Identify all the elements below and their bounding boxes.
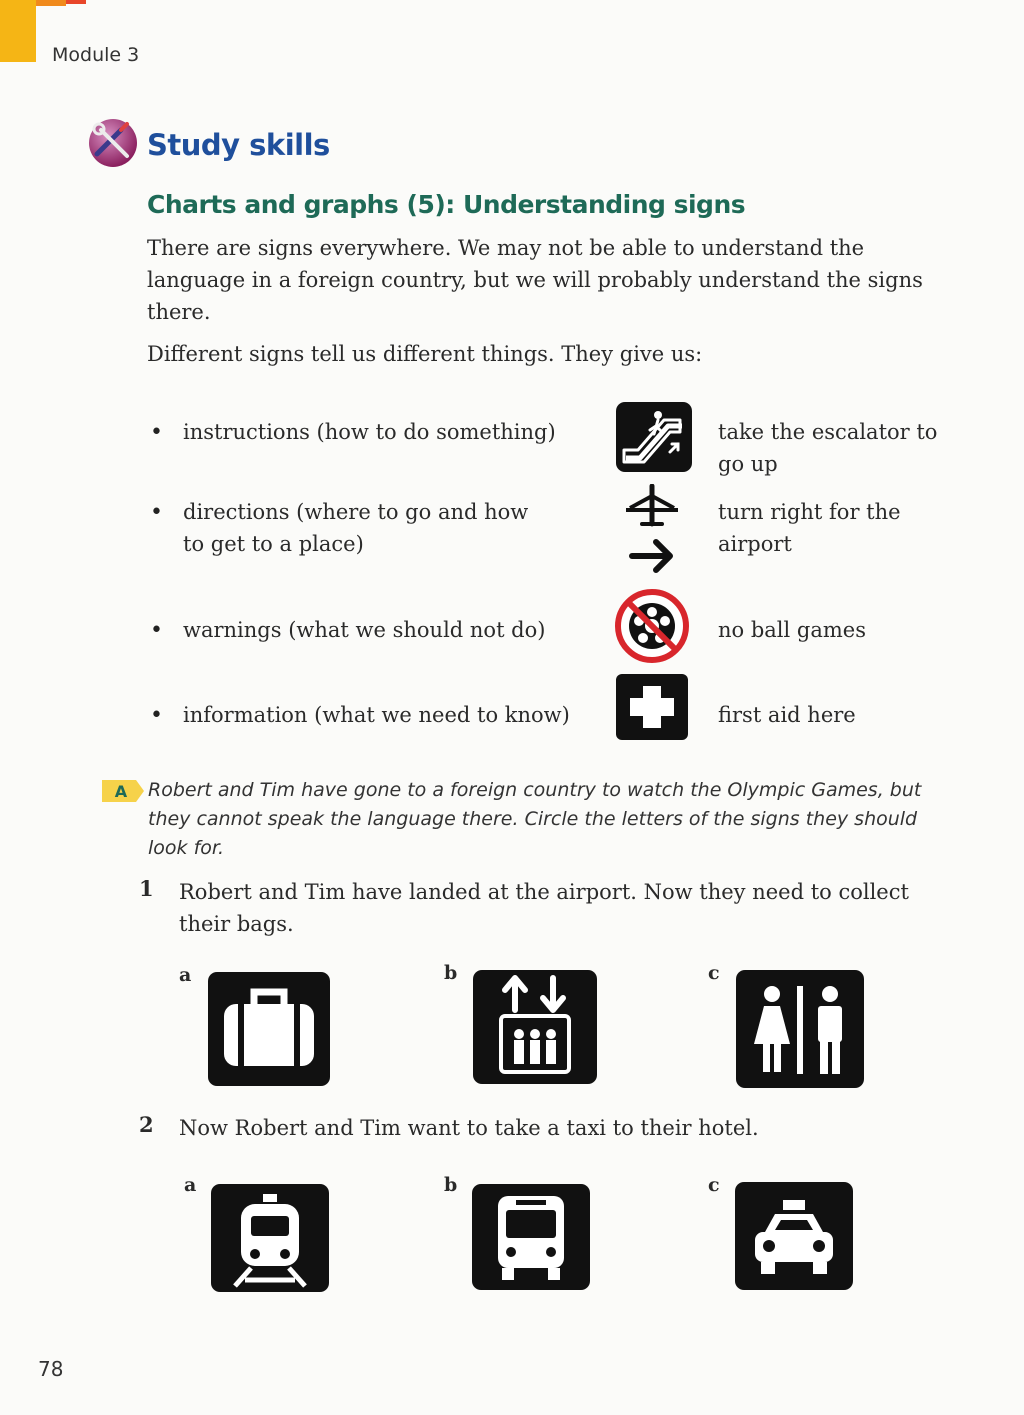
intro-line: There are signs everywhere. We may not be able to understand the [147,236,865,260]
intro-paragraph [147,232,977,328]
instruction-line: look for. [148,837,224,859]
sign-type-information [183,699,570,731]
question-text [179,876,979,940]
exercise-letter: A [114,782,128,801]
option-letter-b[interactable]: b [444,962,458,984]
elevator-icon[interactable] [473,970,597,1084]
intro-paragraph-2: Different signs tell us different things. They give us: [147,342,703,366]
section-title: Study skills [147,128,330,162]
corner-decoration [0,0,36,62]
question-number: 2 [139,1112,154,1137]
sign-type-line: instructions (how to do something) [183,420,556,444]
sign-type-line: to get to a place) [183,532,364,556]
meaning-line: airport [718,532,792,556]
intro-line: language in a foreign country, but we will probably understand the signs [147,268,923,292]
sign-meaning-escalator [718,416,937,480]
option-letter-a[interactable]: a [184,1174,197,1196]
no-ball-games-icon [612,588,692,664]
study-skills-tools-icon [87,118,139,168]
bus-icon[interactable] [472,1184,590,1290]
airport-direction-icon [624,484,680,576]
sign-type-directions [183,496,528,560]
bullet: • [150,420,163,445]
meaning-line: first aid here [718,703,856,727]
option-letter-b[interactable]: b [444,1174,458,1196]
baggage-icon[interactable] [208,972,330,1086]
sign-meaning-first-aid [718,699,856,731]
taxi-icon[interactable] [735,1182,853,1290]
sign-type-line: directions (where to go and how [183,500,529,524]
meaning-line: take the escalator to [718,420,938,444]
meaning-line: go up [718,452,778,476]
bullet: • [150,618,163,643]
sign-type-line: warnings (what we should not do) [183,618,546,642]
question-line: Robert and Tim have landed at the airport. Now they need to collect [179,880,909,904]
meaning-line: turn right for the [718,500,901,524]
bullet: • [150,703,163,728]
escalator-icon [616,402,692,472]
sign-meaning-airport [718,496,901,560]
first-aid-icon [616,674,688,740]
bullet: • [150,500,163,525]
section-subtitle: Charts and graphs (5): Understanding signs [147,190,746,219]
train-icon[interactable] [211,1184,329,1292]
corner-decoration-orange [36,0,66,6]
sign-type-warnings [183,614,545,646]
exercise-label [102,780,144,802]
sign-type-line: information (what we need to know) [183,703,570,727]
intro-line: there. [147,300,211,324]
instruction-line: Robert and Tim have gone to a foreign country to watch the Olympic Games, but [148,779,922,801]
question-line: Now Robert and Tim want to take a taxi to their hotel. [179,1116,759,1140]
sign-meaning-no-ball-games [718,614,866,646]
module-label: Module 3 [52,44,140,66]
option-letter-c[interactable]: c [708,962,720,984]
toilets-icon[interactable] [736,970,864,1088]
question-line: their bags. [179,912,294,936]
meaning-line: no ball games [718,618,866,642]
exercise-instruction [148,776,968,863]
page-number: 78 [38,1357,64,1381]
corner-decoration-red [66,0,86,4]
instruction-line: they cannot speak the language there. Circle the letters of the signs they should [148,808,918,830]
question-text [179,1112,979,1144]
question-number: 1 [139,876,154,901]
sign-type-instructions [183,416,556,448]
option-letter-c[interactable]: c [708,1174,720,1196]
option-letter-a[interactable]: a [179,964,192,986]
